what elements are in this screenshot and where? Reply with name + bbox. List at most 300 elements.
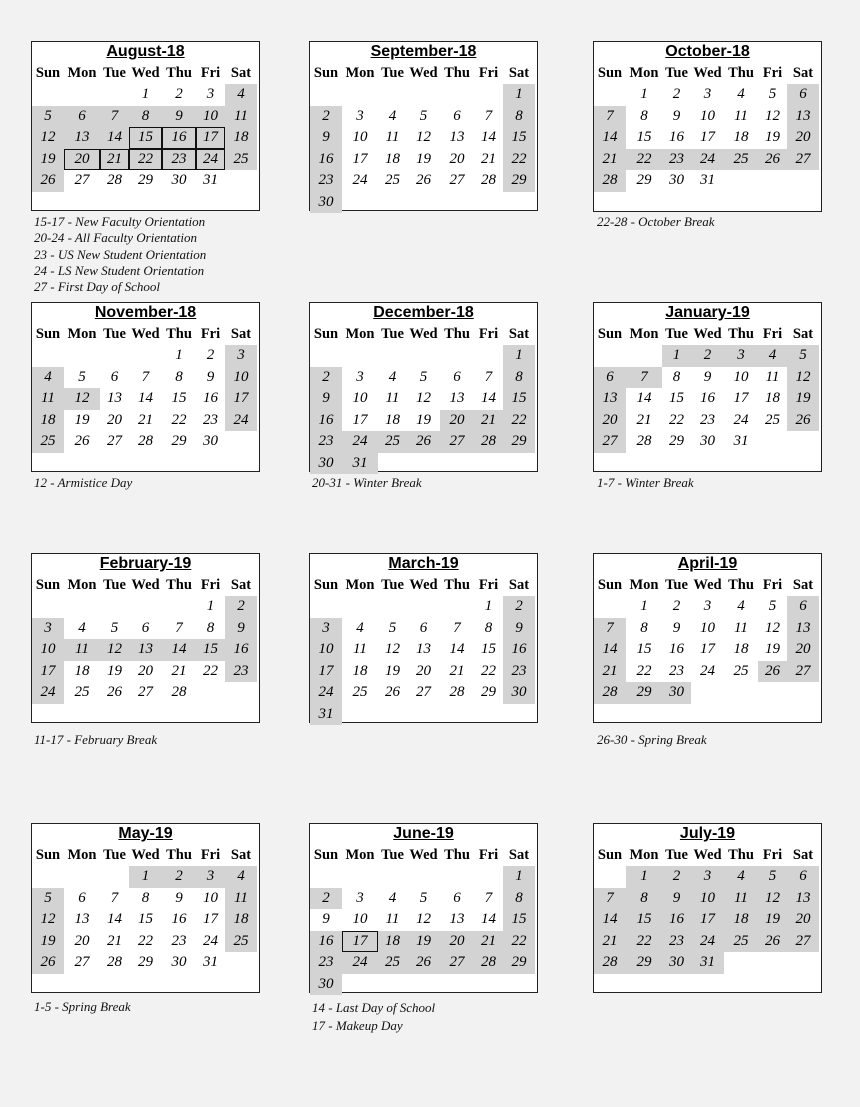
- month-calendar: [309, 823, 538, 993]
- day-cell: 12: [416, 911, 431, 927]
- day-cell: 13: [74, 911, 90, 927]
- day-cell: 17: [700, 641, 715, 657]
- month-title: [594, 42, 821, 62]
- empty-cell: [64, 596, 100, 618]
- empty-cell: [310, 866, 342, 888]
- month-title: [594, 554, 821, 574]
- weekday-header: Fri: [200, 326, 221, 342]
- empty-cell: [378, 84, 407, 106]
- empty-cell: [342, 84, 378, 106]
- month-title-text: March-19: [388, 555, 459, 572]
- month-calendar: [31, 41, 260, 211]
- day-cell: 20: [74, 932, 90, 949]
- day-cell: 1: [503, 345, 535, 367]
- day-cell: 12: [385, 641, 400, 657]
- day-cell: 12: [416, 129, 431, 145]
- day-cell: 14: [138, 390, 153, 406]
- day-cell: 4: [388, 368, 397, 385]
- day-cell: 10: [352, 911, 368, 927]
- day-cell: 28: [107, 954, 122, 970]
- day-cell: 31: [700, 172, 715, 188]
- day-cell: 29: [481, 684, 496, 700]
- day-cell: 22: [171, 411, 187, 428]
- note-line: 1-7 - Winter Break: [597, 475, 694, 490]
- month-calendar: [31, 302, 260, 472]
- day-cell: 14: [594, 639, 626, 661]
- day-cell: 5: [768, 86, 777, 102]
- day-cell: 16: [700, 390, 715, 406]
- weekday-header: Tue: [665, 65, 688, 81]
- day-cell: 14: [100, 127, 129, 149]
- day-cell: 3: [703, 86, 712, 102]
- weekday-header: Thu: [166, 577, 192, 593]
- month-title-text: May-19: [118, 825, 173, 842]
- weekday-header: Sun: [597, 847, 623, 863]
- day-cell: 13: [64, 127, 100, 149]
- day-cell: 29: [626, 682, 662, 704]
- weekday-header: Fri: [762, 577, 783, 593]
- month-grid: [310, 62, 537, 213]
- empty-cell: [32, 345, 64, 367]
- day-cell: 26: [385, 684, 400, 700]
- day-cell: 18: [385, 150, 400, 167]
- empty-cell: [100, 345, 129, 367]
- day-cell: 15: [481, 641, 496, 657]
- day-cell: 8: [206, 619, 215, 636]
- weekday-header: Fri: [478, 65, 499, 81]
- weekday-header: Fri: [200, 847, 221, 863]
- day-cell: 8: [503, 367, 535, 389]
- month-title: [310, 303, 537, 323]
- weekday-header: Thu: [444, 577, 470, 593]
- day-cell: 25: [225, 931, 257, 953]
- day-cell: 2: [206, 347, 215, 363]
- day-cell: 13: [449, 129, 465, 145]
- day-cell: 24: [342, 431, 378, 453]
- weekday-header: Thu: [728, 847, 754, 863]
- empty-cell: [626, 345, 662, 367]
- notes-october: [597, 214, 715, 230]
- weekday-header: Sat: [792, 577, 814, 593]
- day-cell: 14: [594, 909, 626, 931]
- day-cell: 12: [64, 388, 100, 410]
- day-cell: 10: [225, 367, 257, 389]
- day-cell: 26: [107, 684, 122, 700]
- weekday-header: Thu: [728, 577, 754, 593]
- day-cell: 28: [107, 172, 122, 188]
- day-cell: 27: [138, 684, 153, 700]
- day-cell: 11: [385, 390, 400, 406]
- day-cell: 9: [162, 106, 196, 128]
- day-cell: 22: [129, 149, 162, 171]
- day-cell: 30: [310, 192, 342, 214]
- notes-december: [312, 475, 422, 491]
- day-cell: 14: [107, 911, 122, 927]
- day-cell: 26: [758, 149, 787, 171]
- day-cell: 18: [352, 662, 368, 679]
- month-title: [594, 303, 821, 323]
- day-cell: 1: [141, 86, 150, 102]
- day-cell: 5: [419, 368, 428, 385]
- day-cell: 19: [74, 411, 90, 428]
- empty-cell: [378, 866, 407, 888]
- day-cell: 2: [672, 86, 681, 102]
- day-cell: 13: [787, 888, 819, 910]
- month-title: [310, 824, 537, 844]
- day-cell: 30: [700, 433, 715, 449]
- day-cell: 27: [449, 172, 465, 188]
- day-cell: 26: [787, 410, 819, 432]
- month-calendar: [31, 823, 260, 993]
- day-cell: 31: [203, 954, 218, 970]
- day-cell: 9: [225, 618, 257, 640]
- day-cell: 22: [626, 931, 662, 953]
- day-cell: 8: [503, 888, 535, 910]
- day-cell: 22: [636, 662, 652, 679]
- day-cell: 3: [691, 866, 724, 888]
- day-cell: 3: [356, 889, 364, 906]
- empty-cell: [100, 866, 129, 888]
- day-cell: 15: [503, 909, 535, 931]
- empty-cell: [407, 596, 440, 618]
- day-cell: 30: [171, 172, 187, 188]
- day-cell: 13: [416, 641, 431, 657]
- day-cell: 26: [32, 170, 64, 192]
- day-cell: 25: [74, 684, 90, 700]
- day-cell: 18: [74, 662, 90, 679]
- day-cell: 23: [203, 411, 218, 428]
- day-cell: 30: [669, 172, 684, 188]
- weekday-header: Sun: [313, 65, 339, 81]
- note-line: 11-17 - February Break: [34, 732, 158, 747]
- notes-june: [312, 999, 435, 1035]
- day-cell: 23: [310, 952, 342, 974]
- weekday-header: Sat: [508, 847, 530, 863]
- day-cell: 8: [503, 106, 535, 128]
- day-cell: 12: [787, 367, 819, 389]
- weekday-header: Sun: [313, 577, 339, 593]
- day-cell: 27: [787, 661, 819, 683]
- day-cell: 11: [734, 107, 748, 124]
- day-cell: 1: [662, 345, 691, 367]
- empty-cell: [342, 866, 378, 888]
- weekday-header: Fri: [200, 577, 221, 593]
- day-cell: 6: [787, 84, 819, 106]
- day-cell: 7: [453, 619, 461, 636]
- day-cell: 19: [32, 931, 64, 953]
- day-cell: 17: [691, 909, 724, 931]
- day-cell: 19: [765, 129, 780, 145]
- day-cell: 2: [310, 106, 342, 128]
- day-cell: 20: [107, 411, 122, 428]
- day-cell: 28: [594, 952, 626, 974]
- empty-cell: [440, 866, 474, 888]
- weekday-header: Wed: [131, 65, 160, 81]
- month-grid: [310, 323, 537, 474]
- weekday-header: Mon: [629, 847, 659, 863]
- empty-cell: [310, 345, 342, 367]
- notes-august: [34, 214, 206, 295]
- day-cell: 27: [74, 172, 90, 188]
- day-cell: 5: [787, 345, 819, 367]
- weekday-header: Sun: [35, 65, 61, 81]
- day-cell: 22: [481, 662, 496, 679]
- day-cell: 26: [758, 661, 787, 683]
- day-cell: 22: [503, 931, 535, 953]
- day-cell: 11: [225, 106, 257, 128]
- weekday-header: Mon: [345, 326, 375, 342]
- day-cell: 23: [503, 661, 535, 683]
- weekday-header: Mon: [629, 326, 659, 342]
- day-cell: 8: [672, 368, 681, 385]
- day-cell: 3: [225, 345, 257, 367]
- empty-cell: [474, 345, 503, 367]
- day-cell: 18: [733, 129, 749, 145]
- day-cell: 28: [594, 682, 626, 704]
- day-cell: 16: [310, 410, 342, 432]
- day-cell: 26: [407, 952, 440, 974]
- day-cell: 5: [419, 107, 428, 124]
- day-cell: 27: [74, 954, 90, 970]
- day-cell: 1: [503, 866, 535, 888]
- note-line: 26-30 - Spring Break: [597, 732, 707, 747]
- empty-cell: [342, 596, 378, 618]
- weekday-header: Mon: [67, 847, 97, 863]
- day-cell: 5: [388, 619, 397, 636]
- weekday-header: Sat: [230, 326, 252, 342]
- empty-cell: [162, 596, 196, 618]
- day-cell: 15: [626, 909, 662, 931]
- day-cell: 6: [453, 107, 461, 124]
- day-cell: 25: [765, 411, 780, 428]
- day-cell: 20: [787, 639, 819, 661]
- day-cell: 15: [669, 390, 684, 406]
- empty-cell: [594, 596, 626, 618]
- day-cell: 7: [594, 888, 626, 910]
- day-cell: 13: [449, 911, 465, 927]
- day-cell: 1: [640, 86, 648, 102]
- day-cell: 24: [203, 932, 218, 949]
- empty-cell: [407, 345, 440, 367]
- day-cell: 4: [737, 598, 745, 614]
- day-cell: 23: [662, 149, 691, 171]
- day-cell: 10: [32, 639, 64, 661]
- day-cell: 13: [594, 388, 626, 410]
- day-cell: 20: [440, 931, 474, 953]
- day-cell: 4: [225, 866, 257, 888]
- day-cell: 7: [594, 618, 626, 640]
- day-cell: 29: [669, 433, 684, 449]
- day-cell: 21: [107, 932, 122, 949]
- day-cell: 7: [484, 889, 493, 906]
- month-title-text: December-18: [373, 304, 474, 321]
- day-cell: 20: [787, 127, 819, 149]
- weekday-header: Tue: [665, 847, 688, 863]
- day-cell: 14: [594, 127, 626, 149]
- day-cell: 15: [503, 388, 535, 410]
- empty-cell: [474, 866, 503, 888]
- day-cell: 18: [733, 641, 749, 657]
- day-cell: 15: [503, 127, 535, 149]
- day-cell: 17: [733, 390, 749, 406]
- empty-cell: [440, 345, 474, 367]
- empty-cell: [310, 596, 342, 618]
- day-cell: 2: [310, 367, 342, 389]
- day-cell: 8: [175, 368, 183, 385]
- empty-cell: [129, 596, 162, 618]
- day-cell: 16: [669, 641, 684, 657]
- month-title-text: August-18: [106, 43, 185, 60]
- day-cell: 17: [196, 127, 225, 149]
- day-cell: 21: [636, 411, 652, 428]
- day-cell: 17: [203, 911, 218, 927]
- day-cell: 7: [484, 107, 493, 124]
- weekday-header: Thu: [444, 326, 470, 342]
- weekday-header: Sat: [508, 65, 530, 81]
- day-cell: 2: [672, 598, 681, 614]
- day-cell: 8: [640, 107, 648, 124]
- weekday-header: Wed: [131, 577, 160, 593]
- day-cell: 21: [481, 150, 496, 167]
- day-cell: 30: [662, 682, 691, 704]
- day-cell: 15: [138, 911, 153, 927]
- note-line: 27 - First Day of School: [34, 279, 161, 295]
- day-cell: 19: [32, 149, 64, 171]
- day-cell: 4: [78, 619, 86, 636]
- day-cell: 6: [594, 367, 626, 389]
- day-cell: 15: [636, 641, 652, 657]
- weekday-header: Tue: [665, 326, 688, 342]
- day-cell: 9: [703, 368, 712, 385]
- day-cell: 28: [636, 433, 652, 449]
- weekday-header: Sat: [792, 65, 814, 81]
- note-line: 20-31 - Winter Break: [312, 475, 422, 490]
- day-cell: 31: [691, 952, 724, 974]
- day-cell: 17: [225, 388, 257, 410]
- empty-cell: [594, 345, 626, 367]
- day-cell: 11: [353, 641, 367, 657]
- month-title: [32, 824, 259, 844]
- day-cell: 9: [310, 388, 342, 410]
- weekday-header: Tue: [665, 577, 688, 593]
- note-line: 22-28 - October Break: [597, 214, 715, 229]
- weekday-header: Thu: [728, 326, 754, 342]
- empty-cell: [32, 866, 64, 888]
- empty-cell: [100, 84, 129, 106]
- day-cell: 12: [758, 888, 787, 910]
- day-cell: 27: [440, 952, 474, 974]
- weekday-header: Sun: [35, 577, 61, 593]
- day-cell: 13: [449, 390, 465, 406]
- day-cell: 4: [737, 86, 745, 102]
- day-cell: 24: [342, 952, 378, 974]
- day-cell: 12: [32, 909, 64, 931]
- month-title-text: February-19: [99, 555, 192, 572]
- day-cell: 9: [206, 368, 215, 385]
- empty-cell: [440, 84, 474, 106]
- day-cell: 2: [691, 345, 724, 367]
- day-cell: 2: [175, 86, 183, 102]
- day-cell: 30: [662, 952, 691, 974]
- day-cell: 19: [385, 662, 400, 679]
- month-calendar: [593, 823, 822, 993]
- weekday-header: Fri: [478, 577, 499, 593]
- month-calendar: [593, 41, 822, 212]
- month-title: [32, 554, 259, 574]
- month-grid: [32, 574, 259, 704]
- day-cell: 24: [225, 410, 257, 432]
- day-cell: 11: [32, 388, 64, 410]
- day-cell: 12: [416, 390, 431, 406]
- day-cell: 23: [225, 661, 257, 683]
- day-cell: 20: [594, 410, 626, 432]
- day-cell: 31: [342, 453, 378, 475]
- weekday-header: Mon: [629, 65, 659, 81]
- day-cell: 24: [32, 682, 64, 704]
- weekday-header: Mon: [345, 577, 375, 593]
- empty-cell: [407, 84, 440, 106]
- day-cell: 19: [787, 388, 819, 410]
- weekday-header: Sun: [597, 326, 623, 342]
- day-cell: 4: [724, 866, 758, 888]
- day-cell: 21: [138, 411, 153, 428]
- month-title-text: October-18: [665, 43, 750, 60]
- day-cell: 22: [669, 411, 684, 428]
- month-title-text: January-19: [665, 304, 750, 321]
- day-cell: 20: [449, 150, 465, 167]
- day-cell: 3: [356, 368, 364, 385]
- day-cell: 26: [74, 433, 90, 449]
- day-cell: 28: [138, 433, 153, 449]
- day-cell: 10: [352, 129, 368, 145]
- day-cell: 16: [162, 127, 196, 149]
- weekday-header: Thu: [444, 65, 470, 81]
- weekday-header: Tue: [103, 847, 126, 863]
- day-cell: 2: [225, 596, 257, 618]
- day-cell: 7: [594, 106, 626, 128]
- day-cell: 5: [768, 598, 777, 614]
- day-cell: 26: [758, 931, 787, 953]
- day-cell: 1: [175, 347, 183, 363]
- weekday-header: Tue: [381, 847, 404, 863]
- month-title-text: June-19: [393, 825, 454, 842]
- day-cell: 26: [407, 431, 440, 453]
- note-line: 12 - Armistice Day: [34, 475, 133, 490]
- day-cell: 30: [503, 682, 535, 704]
- day-cell: 2: [662, 866, 691, 888]
- month-grid: [32, 323, 259, 453]
- day-cell: 10: [352, 390, 368, 406]
- day-cell: 22: [503, 149, 535, 171]
- weekday-header: Sat: [230, 65, 252, 81]
- day-cell: 10: [691, 888, 724, 910]
- weekday-header: Sun: [35, 847, 61, 863]
- day-cell: 15: [171, 390, 187, 406]
- empty-cell: [32, 84, 64, 106]
- weekday-header: Wed: [131, 326, 160, 342]
- day-cell: 29: [503, 170, 535, 192]
- empty-cell: [64, 84, 100, 106]
- day-cell: 5: [32, 888, 64, 910]
- day-cell: 18: [385, 411, 400, 428]
- day-cell: 12: [32, 127, 64, 149]
- day-cell: 22: [626, 149, 662, 171]
- day-cell: 1: [626, 866, 662, 888]
- day-cell: 27: [787, 931, 819, 953]
- month-title: [594, 824, 821, 844]
- day-cell: 29: [503, 952, 535, 974]
- empty-cell: [129, 345, 162, 367]
